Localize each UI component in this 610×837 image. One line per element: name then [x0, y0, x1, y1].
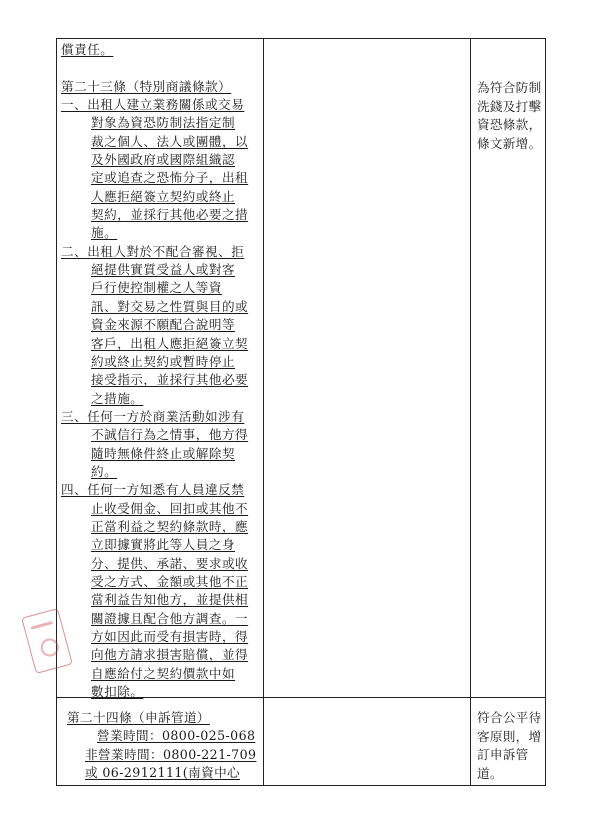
- clause-line: 訊、對交易之性質與目的或: [91, 298, 249, 314]
- clause-line: 立即據實將此等人員之身: [91, 537, 236, 553]
- text-line: 營業時間：0800-025-068: [97, 728, 256, 744]
- clause-line: 對象為資恐防制法指定制: [91, 115, 236, 131]
- clause-line: 及外國政府或國際組織認: [91, 152, 236, 168]
- clause-line: 當利益告知他方，並提供相: [91, 592, 249, 608]
- article-title: 第二十四條（申訴管道）: [67, 710, 210, 725]
- clause-line: 二、出租人對於不配合審視、拒: [61, 243, 245, 259]
- text-line: 償責任。: [61, 42, 114, 57]
- clause-line: 三、任何一方於商業活動如涉有: [61, 408, 245, 424]
- clause-line: 自應給付之契約價款中如: [91, 665, 236, 681]
- clause-line: 向他方請求損害賠償，並得: [91, 647, 249, 663]
- clause-line: 資金來源不願配合說明等: [91, 317, 236, 333]
- note-line: 客原則，增: [477, 728, 542, 744]
- note-line: 符合公平待: [477, 710, 542, 725]
- clause-line: 之措施。: [91, 390, 144, 406]
- clause-line: 絕提供實質受益人或對客: [91, 262, 236, 278]
- clause-line: 四、任何一方知悉有人員違反禁: [61, 482, 245, 498]
- clause-line: 接受指示，並採行其他必要: [91, 372, 249, 388]
- clause-line: 方如因此而受有損害時，得: [91, 629, 249, 644]
- clause-line: 止收受佣金、回扣或其他不: [91, 500, 249, 516]
- text-line: 非營業時間：0800-221-709: [85, 746, 257, 762]
- note-line: 道。: [477, 765, 503, 781]
- clause-line: 隨時無條件終止或解除契: [91, 445, 236, 461]
- document-table: [56, 38, 546, 786]
- clause-line: 一、出租人建立業務關係或交易: [61, 97, 245, 113]
- clause-line: 裁之個人、法人或團體，以: [91, 133, 249, 149]
- explanation-note: [477, 709, 547, 783]
- clause-line: 契約，並採行其他必要之措: [91, 207, 249, 223]
- clause-line: 客戶，出租人應拒絕簽立契: [91, 335, 249, 351]
- note-line: 洗錢及打擊: [477, 98, 542, 114]
- article-title: 第二十三條（特別商議條款）: [61, 78, 232, 94]
- clause-line: 約或終止契約或暫時停止: [91, 353, 236, 369]
- article23-text: [61, 41, 261, 701]
- note-line: 條文新增。: [477, 135, 542, 151]
- clause-line: 約。: [91, 463, 118, 479]
- clause-line: 數扣除。: [91, 684, 144, 700]
- clause-line: 施。: [91, 225, 118, 241]
- column-divider: [263, 39, 264, 785]
- note-line: 資恐條款，: [477, 117, 542, 132]
- clause-line: 正當利益之契約條款時，應: [91, 518, 249, 534]
- clause-line: 不誠信行為之情事，他方得: [91, 427, 249, 443]
- clause-line: 人應拒絕簽立契約或終止: [91, 188, 236, 204]
- column-divider: [470, 39, 471, 785]
- note-line: 訂申訴管: [477, 747, 529, 762]
- text-line: 或 06-2912111(南資中心: [85, 765, 241, 781]
- clause-line: 分、提供、承諾、要求或收: [91, 555, 249, 571]
- note-line: 為符合防制: [477, 80, 542, 95]
- clause-line: 戶行使控制權之人等資: [91, 280, 222, 296]
- clause-line: 關證據且配合他方調查。一: [91, 610, 249, 626]
- clause-line: 定或追查之恐怖分子，出租: [91, 170, 249, 186]
- explanation-note: [477, 79, 547, 153]
- article24-text: [67, 709, 265, 782]
- clause-line: 受之方式、金額或其他不正: [91, 573, 249, 589]
